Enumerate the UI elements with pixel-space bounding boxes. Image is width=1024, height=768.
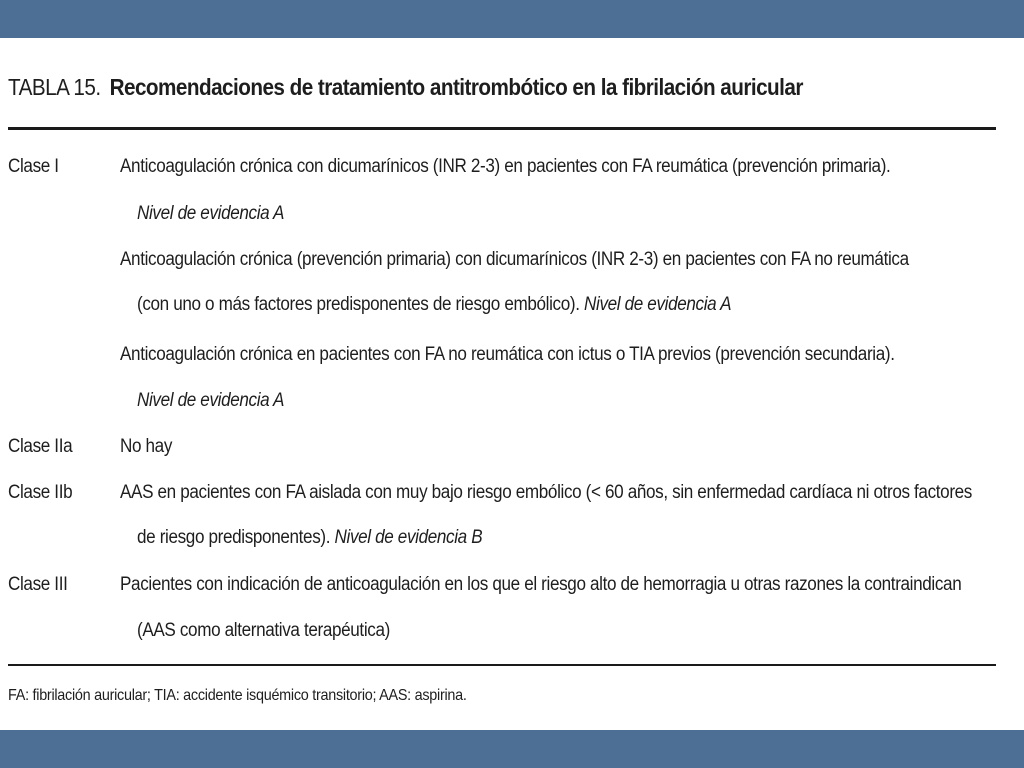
- table-heading: Recomendaciones de tratamiento antitrombótico en la fibrilación auricular: [109, 74, 803, 100]
- table-label: TABLA 15.: [8, 74, 101, 100]
- bottom-banner: [0, 730, 1024, 768]
- recommendation-line: No hay: [120, 436, 173, 457]
- recommendation-line: Pacientes con indicación de anticoagulación en los que el riesgo alto de hemorragia u otras razones la contraindican: [120, 574, 962, 595]
- class-label-iii: Clase III: [8, 574, 68, 595]
- evidence-level: Nivel de evidencia A: [137, 390, 285, 411]
- top-banner: [0, 0, 1024, 38]
- table-title: [8, 74, 908, 101]
- header-rule: [8, 127, 996, 130]
- class-label-iia: Clase IIa: [8, 436, 73, 457]
- recommendation-continuation: (AAS como alternativa terapéutica): [137, 620, 390, 641]
- table-footnote: FA: fibrilación auricular; TIA: accidente isquémico transitorio; AAS: aspirina.: [8, 687, 467, 704]
- continuation-text: de riesgo predisponentes).: [137, 527, 335, 548]
- recommendation-line: Anticoagulación crónica en pacientes con FA no reumática con ictus o TIA previos (prevención secundaria).: [120, 344, 895, 365]
- recommendation-line: Anticoagulación crónica con dicumarínicos (INR 2-3) en pacientes con FA reumática (prevención primaria).: [120, 156, 891, 177]
- recommendation-line: Anticoagulación crónica (prevención primaria) con dicumarínicos (INR 2-3) en pacientes con FA no reumática: [120, 249, 909, 270]
- class-label-iib: Clase IIb: [8, 482, 73, 503]
- evidence-level: Nivel de evidencia A: [584, 294, 732, 315]
- recommendation-continuation: [137, 294, 731, 316]
- recommendation-continuation: [137, 527, 482, 549]
- evidence-level: Nivel de evidencia A: [137, 203, 285, 224]
- recommendation-line: AAS en pacientes con FA aislada con muy bajo riesgo embólico (< 60 años, sin enfermedad cardíaca ni otros factores: [120, 482, 973, 503]
- continuation-text: (con uno o más factores predisponentes de riesgo embólico).: [137, 294, 585, 315]
- class-label-i: Clase I: [8, 156, 59, 177]
- evidence-level: Nivel de evidencia B: [334, 527, 483, 548]
- footer-rule: [8, 664, 996, 666]
